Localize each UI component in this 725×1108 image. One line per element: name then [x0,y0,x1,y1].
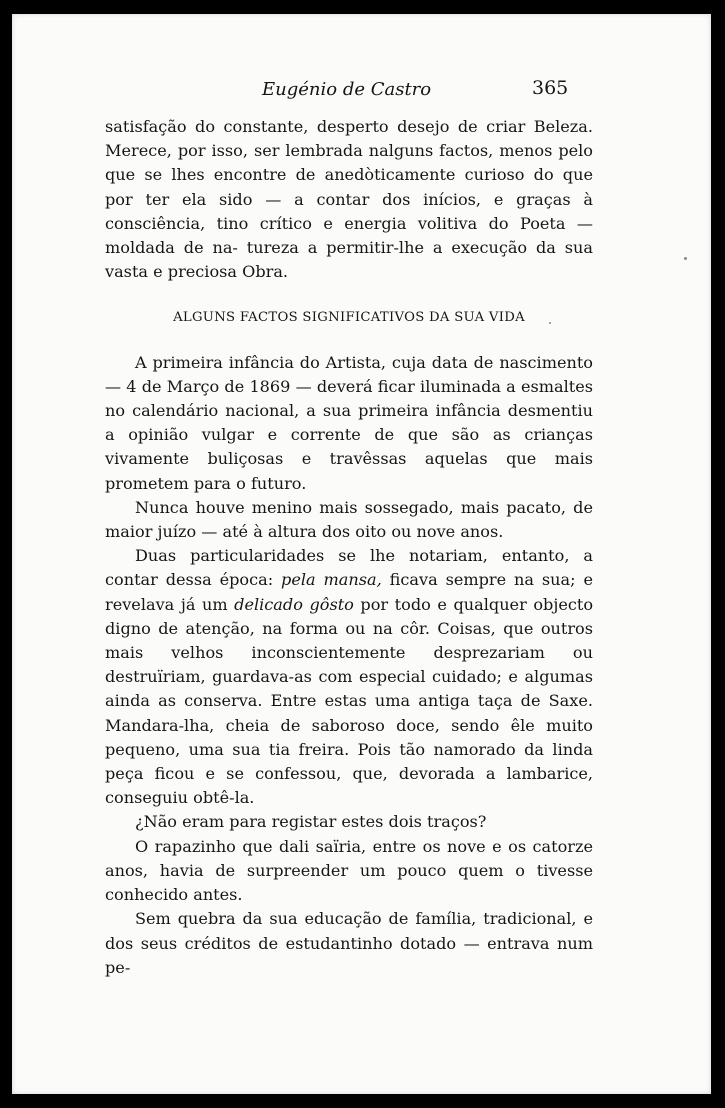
paragraph: ¿Não eram para registar estes dois traços? [135,812,487,832]
text-line: Merece, por isso, ser lembrada nalguns factos, menos pelo [105,141,593,161]
paragraph-text: por todo e qualquer objecto digno de atenção, na forma ou na côr. Coisas, que outros mais velhos inconscientemente desprezariam ou destruïriam, guardava-as com especial cuidado; e algumas ainda as conserva. Entre estas uma antiga taça de Saxe. Mandara-lha, cheia de saboroso doce, sendo êle muito pequeno, uma sua tia freira. Pois tão namorado da linda peça ficou e se confessou, que, devorada a lambarice, conseguiu obtê-la. [105,594,594,808]
paragraph-text: ficava sempre na sua; e revelava já um [105,570,593,614]
text-line: Obra. [242,262,289,282]
paragraph: Nunca houve menino mais sossegado, mais pacato, de maior juízo — até à altura dos oito ou nove anos. [105,497,593,542]
page-header [12,73,711,105]
text-line: tino crítico e energia volitiva do Poeta — moldada de na- [105,213,593,258]
paragraph-intro [105,115,593,284]
body-text [105,115,593,980]
paragraph [105,544,593,810]
paper-speck [684,257,687,260]
emphasis-text: pela mansa, [281,570,382,590]
paragraph-text: Duas particularidades se lhe notariam, entanto, a contar dessa época: [105,546,593,590]
text-line: ter ela sido — a contar dos inícios, e graças à consciência, [105,189,593,233]
text-line: satisfação do constante, desperto desejo de criar Beleza. [105,117,593,136]
section-heading: ALGUNS FACTOS SIGNIFICATIVOS DA SUA VIDA [173,310,525,326]
book-page [12,14,711,1094]
text-line: tureza a permitir-lhe a execução da sua vasta e preciosa [105,238,593,282]
paragraph: A primeira infância do Artista, cuja data de nascimento — 4 de Março de 1869 — deverá ficar iluminada a esmaltes no calendário nacional, a sua primeira infância desmentiu a opinião vulgar e corrente de que são as crianças vivamente buliçosas e travêssas aquelas que mais prometem para o futuro. [105,352,593,493]
paragraph: Sem quebra da sua educação de família, tradicional, e dos seus créditos de estudantinho dotado — entrava num pe- [105,909,593,977]
paragraph: O rapazinho que dali saïria, entre os nove e os catorze anos, havia de surpreender um pouco quem o tivesse conhecido antes. [105,836,593,905]
paper-speck [549,322,551,324]
text-line: que se lhes encontre de anedòticamente curioso do que por [105,165,593,209]
running-title: Eugénio de Castro [262,79,432,100]
emphasis-text: delicado gôsto [234,594,354,614]
page-number: 365 [532,77,569,99]
